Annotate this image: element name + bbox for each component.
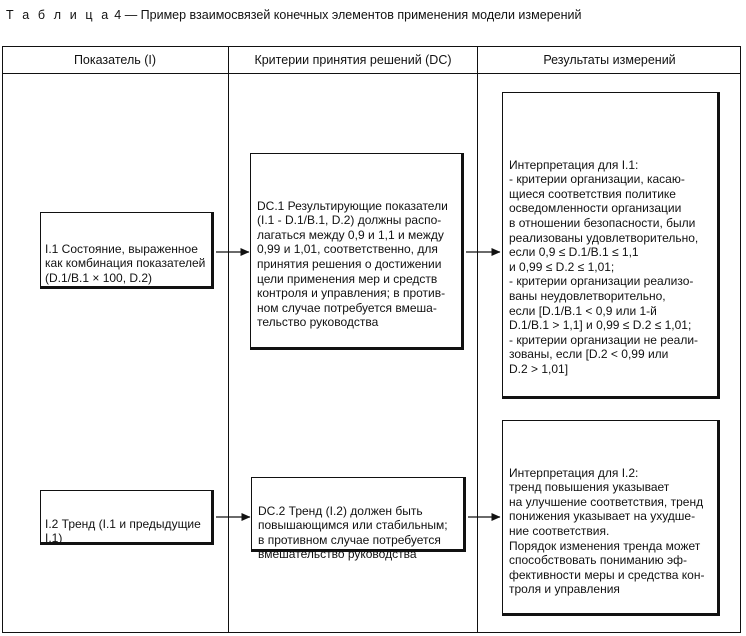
result-i2-text: Интерпретация для I.2: тренд повышения указывает на улучшение соответствия, тренд понижения указывает на ухудше- ние соответствия. Порядок изменения тренда может способствовать пониманию эф- фективности меры и средства кон- троля и управления <box>509 465 705 597</box>
header-criteria: Критерии принятия решений (DC) <box>254 53 452 67</box>
criteria-dc2-text: DC.2 Тренд (I.2) должен быть повышающимся или стабильным; в противном случае потребуется вмешательство руководства <box>258 503 448 562</box>
criteria-dc1-text: DC.1 Результирующие показатели (I.1 - D.1/B.1, D.2) должны распо- лагаться между 0,9 и 1,1 и между 0,99 и 1,01, соответственно, для принятия решения о достижении цели применения мер и средств контроля и управления; в против- ном случае потребуется вмеша- тельство руководства <box>257 198 448 330</box>
header-indicator: Показатель (I) <box>73 53 157 67</box>
header-results: Результаты измерений <box>543 53 676 67</box>
indicator-i2-text: I.2 Тренд (I.1 и предыдущие I.1) <box>45 516 201 546</box>
caption-text: 4 — Пример взаимосвязей конечных элементов применения модели измерений <box>114 8 582 22</box>
indicator-i1-text: I.1 Состояние, выраженное как комбинация показателей (D.1/B.1 × 100, D.2) <box>45 241 206 285</box>
result-i1-text: Интерпретация для I.1: - критерии организации, касаю- щиеся соответствия политике осведомленности организации в отношении безопасности, были реализованы удовлетворительно, если 0,9 ≤ D.1/B.1 ≤ 1,1 и 0,99 ≤ D.2 ≤ 1,01; - критерии организации реализо- ваны неудовлетворительно, если [D.1/B.1 < 0,9 или 1-й D.1/B.1 > 1,1] и 0,99 ≤ D.2 ≤ 1,01; - критерии организации не реали- зованы, если [D.2 < 0,99 или D.2 > 1,01] <box>509 157 699 376</box>
caption-prefix: Т а б л и ц а <box>6 8 111 22</box>
